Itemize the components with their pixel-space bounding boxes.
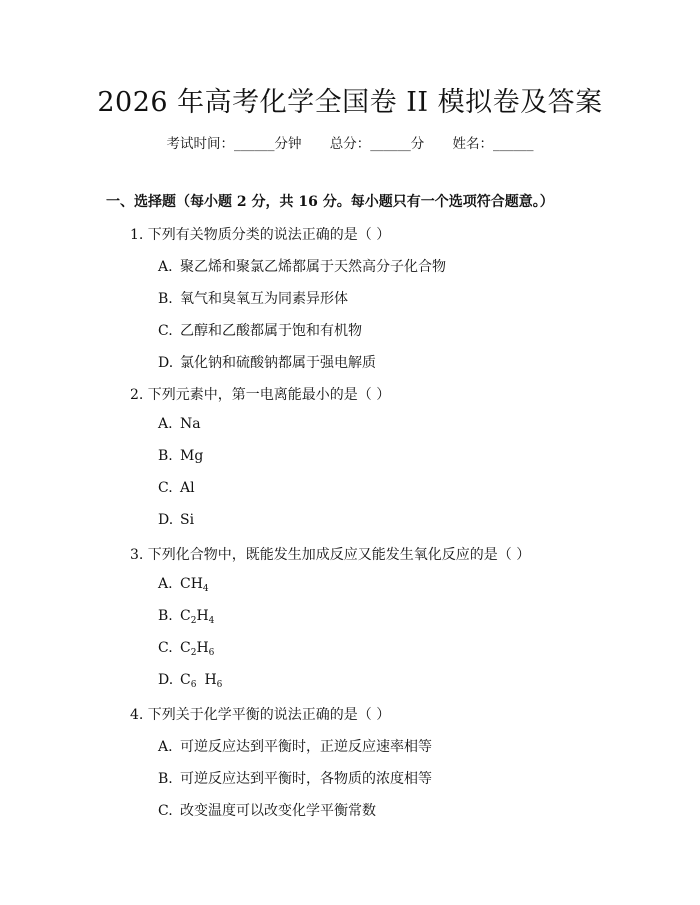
question-1-option-c — [158, 320, 362, 340]
option-label: B. — [158, 608, 173, 624]
option-label: A. — [158, 259, 173, 275]
option-label: D. — [158, 672, 174, 688]
student-name-field: 姓名：______ — [452, 136, 534, 152]
question-1-stem: 1. 下列有关物质分类的说法正确的是（ ） — [130, 227, 391, 243]
option-label: C. — [158, 323, 173, 339]
page-title: 2026 年高考化学全国卷 II 模拟卷及答案 — [97, 87, 603, 118]
formula-c2h6: $C_2H_6$ — [180, 640, 215, 658]
question-3-option-c — [158, 640, 214, 658]
formula-c6h6: $C_6$ $H_6$ — [180, 672, 223, 690]
question-4-option-a — [158, 736, 432, 756]
option-text: 氯化钠和硫酸钠都属于强电解质 — [180, 355, 376, 371]
formula-c2h4: $C_2H_4$ — [180, 608, 215, 626]
question-4-option-b — [158, 768, 432, 788]
question-2-option-b — [158, 448, 203, 464]
question-1-option-d — [158, 352, 376, 372]
option-label: C. — [158, 803, 173, 819]
option-text: 氧气和臭氧互为同素异形体 — [180, 291, 348, 307]
question-3-option-b — [158, 608, 214, 626]
question-3-stem: 3. 下列化合物中，既能发生加成反应又能发生氧化反应的是（ ） — [130, 547, 531, 563]
option-label: A. — [158, 416, 173, 432]
option-label: D. — [158, 355, 174, 371]
question-2-stem: 2. 下列元素中，第一电离能最小的是（ ） — [130, 387, 391, 403]
option-label: C. — [158, 480, 173, 496]
question-4-stem: 4. 下列关于化学平衡的说法正确的是（ ） — [130, 707, 391, 723]
question-3-option-d — [158, 672, 222, 690]
question-2-option-a — [158, 416, 201, 432]
option-text: 可逆反应达到平衡时，正逆反应速率相等 — [180, 739, 432, 755]
option-text: Mg — [180, 448, 204, 464]
option-label: B. — [158, 291, 173, 307]
option-text: 改变温度可以改变化学平衡常数 — [180, 803, 376, 819]
question-2-option-d — [158, 512, 194, 528]
option-text: Al — [180, 480, 195, 496]
total-score-field: 总分：______分 — [329, 136, 425, 152]
option-text: Na — [180, 416, 201, 432]
question-2-option-c — [158, 480, 195, 496]
option-text: 乙醇和乙酸都属于饱和有机物 — [180, 323, 362, 339]
exam-info-line — [0, 132, 700, 152]
option-label: C. — [158, 640, 173, 656]
option-label: A. — [158, 576, 173, 592]
question-4-option-c — [158, 800, 376, 820]
option-label: B. — [158, 771, 173, 787]
option-label: B. — [158, 448, 173, 464]
option-text: Si — [180, 512, 195, 528]
option-text: 聚乙烯和聚氯乙烯都属于天然高分子化合物 — [180, 259, 446, 275]
formula-ch4: $CH_4$ — [180, 576, 209, 594]
question-1-option-b — [158, 288, 348, 308]
option-text: 可逆反应达到平衡时，各物质的浓度相等 — [180, 771, 432, 787]
section-heading: 一、选择题（每小题 2 分，共 16 分。每小题只有一个选项符合题意。） — [106, 194, 554, 210]
exam-time-field: 考试时间：______分钟 — [166, 136, 302, 152]
question-1-option-a — [158, 256, 446, 276]
question-3-option-a — [158, 576, 209, 594]
option-label: D. — [158, 512, 174, 528]
option-label: A. — [158, 739, 173, 755]
